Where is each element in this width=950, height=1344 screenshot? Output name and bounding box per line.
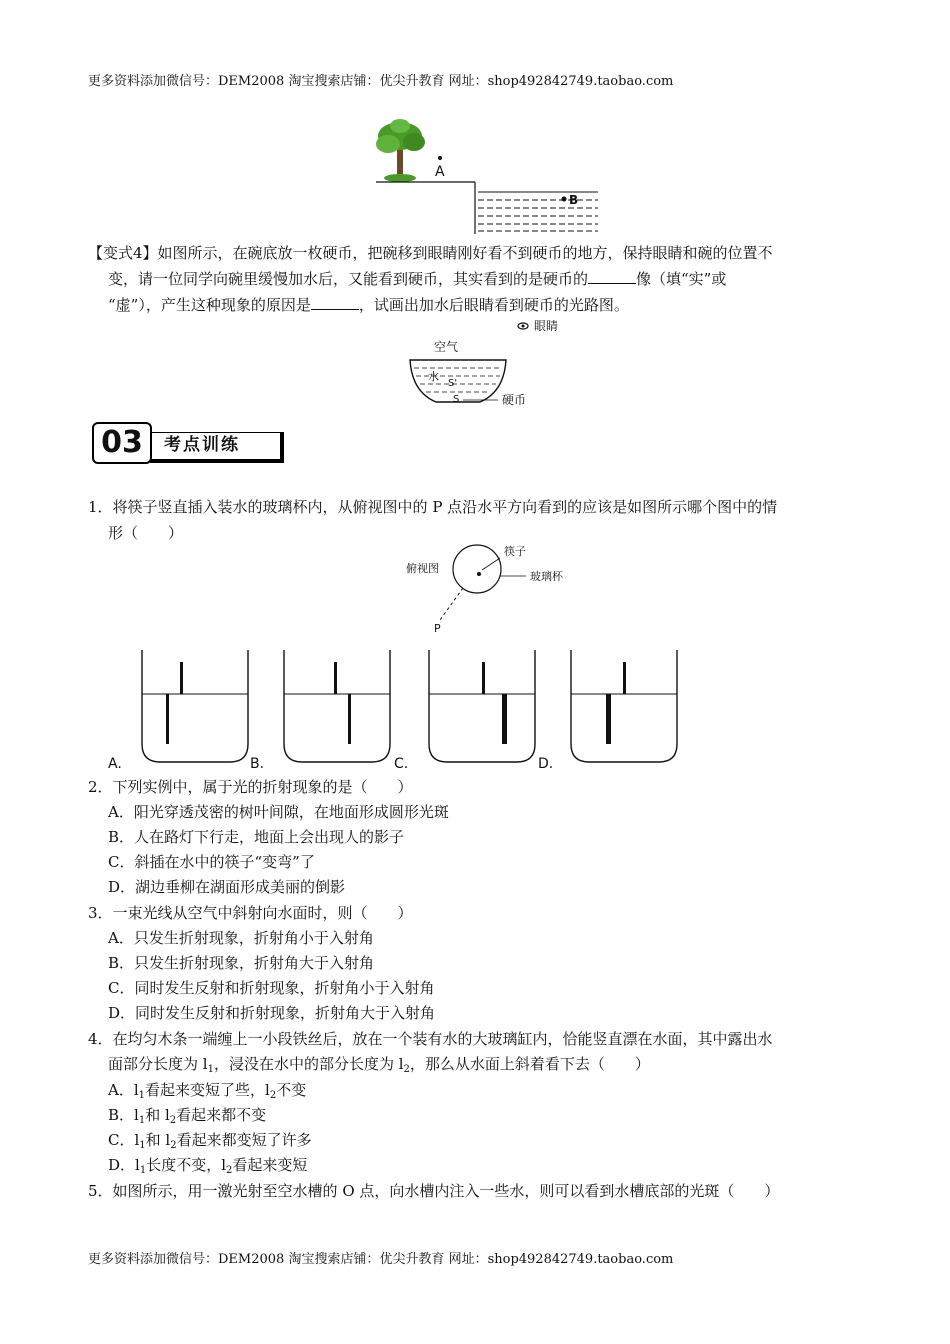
q2-option-d[interactable]: D．湖边垂柳在湖面形成美丽的倒影 [108,878,346,896]
q3-stem: 3．一束光线从空气中斜射向水面时，则（ ） [88,904,413,922]
q4-b-sub1: 1 [138,1115,146,1126]
q4-option-b[interactable] [108,1104,888,1132]
section-title: 考点训练 [150,432,284,463]
point-a-label: A [435,164,445,180]
section-number: 03 [92,422,152,464]
variant4-line2-text: 变，请一位同学向碗里缓慢加水后，又能看到硬币，其实看到的是硬币的 [108,270,589,288]
cup-label-a: A. [108,756,122,772]
q4-line1: 4．在均匀木条一端缠上一小段铁丝后，放在一个装有水的大玻璃缸内，恰能竖直漂在水面，其中露出水 [88,1030,773,1048]
q1-line2: 形（ ） [108,524,184,542]
air-label: 空气 [434,340,459,354]
q4-a-post: 不变 [276,1081,307,1099]
cup-a [142,650,248,762]
q4-option-a[interactable] [108,1079,888,1107]
q4-d-sub1: 1 [139,1165,147,1176]
subscript-1: 1 [207,1064,214,1075]
variant4-line2 [108,268,888,290]
cup-d [571,650,677,762]
q3-option-d[interactable]: D．同时发生反射和折射现象，折射角大于入射角 [108,1004,436,1022]
q2-stem: 2．下列实例中，属于光的折射现象的是（ ） [88,778,413,796]
q3-option-c[interactable]: C．同时发生反射和折射现象，折射角小于入射角 [108,979,435,997]
glass-circle [453,545,501,593]
q4-line2 [108,1053,888,1081]
q4-d-pre: D．l [108,1156,140,1174]
chopstick-dot [477,572,481,576]
q3-option-b[interactable]: B．只发生折射现象，折射角大于入射角 [108,954,375,972]
q4-a-sub1: 1 [138,1090,146,1101]
page-header: 更多资料添加微信号：DEM2008 淘宝搜索店铺：优尖升教育 网址：shop492842749.taobao.com [88,74,674,89]
q4-d-post: 看起来变短 [232,1156,308,1174]
cup-b [284,650,390,762]
q4-d-mid: 长度不变，l [146,1156,227,1174]
tree-illustration [376,119,425,182]
section-badge [92,422,268,462]
water-hatching [478,192,598,231]
q2-option-c[interactable]: C．斜插在水中的筷子“变弯”了 [108,853,315,871]
bowl-coin-figure [398,314,578,414]
variant4-line1: 【变式4】如图所示，在碗底放一枚硬币，把碗移到眼睛刚好看不到硬币的地方，保持眼睛和碗的位置不 [88,244,773,262]
q4-line2-pre: 面部分长度为 l [108,1055,208,1073]
subscript-2: 2 [403,1064,410,1075]
cup-label-d: D. [538,756,554,772]
cups-figure [106,648,686,774]
top-view-label: 俯视图 [406,562,439,575]
q4-c-sub1: 1 [139,1140,146,1151]
q3-option-a[interactable]: A．只发生折射现象，折射角小于入射角 [108,929,374,947]
q4-b-mid: 和 l [145,1106,170,1124]
coin-label: 硬币 [502,393,527,407]
tree-water-figure [370,118,610,236]
q5-stem: 5．如图所示，用一激光射至空水槽的 O 点，向水槽内注入一些水，则可以看到水槽底部的光斑（ ） [88,1182,780,1200]
page-footer: 更多资料添加微信号：DEM2008 淘宝搜索店铺：优尖升教育 网址：shop492842749.taobao.com [88,1252,674,1267]
variant4-line3-text: “虚”），产生这种现象的原因是 [108,296,311,314]
cup-label-c: C. [394,756,409,772]
point-p-label: P [434,622,441,635]
coin-s-label: S [453,394,460,405]
q4-line2-post: ，那么从水面上斜着看下去（ ） [409,1055,650,1073]
q4-c-pre: C．l [108,1131,140,1149]
sight-line [440,588,463,620]
answer-blank-1[interactable] [588,269,636,284]
water-label: 水 [428,370,439,383]
q4-line2-mid: ，浸没在水中的部分长度为 l [213,1055,404,1073]
q4-option-d[interactable] [108,1154,888,1182]
eye-label: 眼睛 [534,319,559,333]
q4-a-pre: A．l [108,1081,139,1099]
q4-b-post: 看起来都不变 [176,1106,267,1124]
q2-option-b[interactable]: B．人在路灯下行走，地面上会出现人的影子 [108,828,405,846]
point-b-label: B [569,193,579,207]
cup-c [429,650,535,762]
cup-label-b: B. [250,756,265,772]
q4-c-mid: 和 l [145,1131,171,1149]
chopstick-label: 筷子 [504,545,526,558]
eye-icon [518,323,528,329]
q4-b-pre: B．l [108,1106,139,1124]
variant4-line3 [108,294,888,316]
q4-c-sub2: 2 [170,1140,177,1151]
q4-a-mid: 看起来变短了些，l [145,1081,270,1099]
q4-option-c[interactable] [108,1129,888,1157]
q4-a-sub2: 2 [269,1090,277,1101]
image-s-prime-label: S' [448,378,458,389]
answer-blank-2[interactable] [311,295,359,310]
q1-line1: 1．将筷子竖直插入装水的玻璃杯内，从俯视图中的 P 点沿水平方向看到的应该是如图所示哪个图中的情 [88,498,778,516]
q4-c-post: 看起来都变短了许多 [176,1131,312,1149]
q2-option-a[interactable]: A．阳光穿透茂密的树叶间隙，在地面形成圆形光斑 [108,803,449,821]
variant4-line3-tail: ，试画出加水后眼睛看到硬币的光路图。 [358,296,629,314]
variant4-line2-tail: 像（填“实”或 [636,270,727,288]
top-view-figure [400,540,580,636]
q4-b-sub2: 2 [169,1115,177,1126]
q4-d-sub2: 2 [226,1165,233,1176]
glass-label: 玻璃杯 [530,570,563,583]
